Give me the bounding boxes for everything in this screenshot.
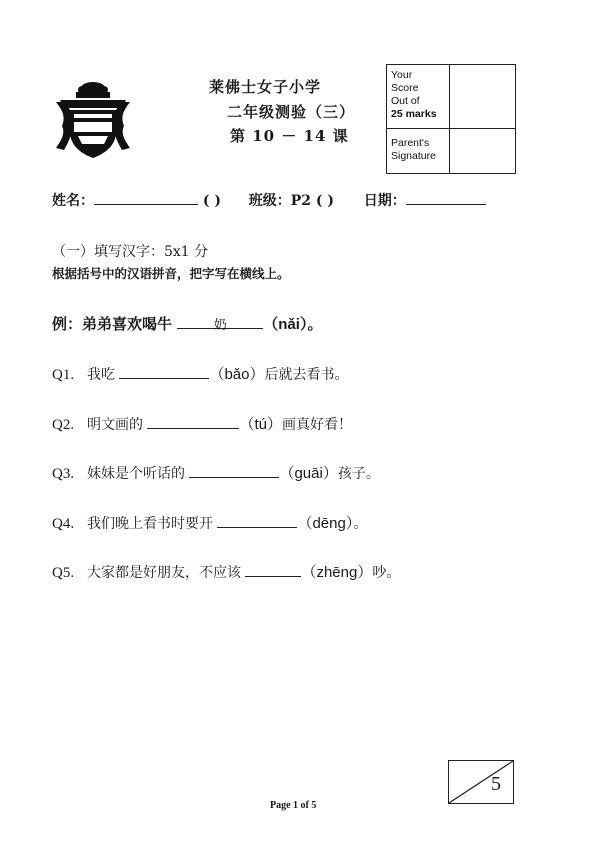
question-row xyxy=(52,363,348,384)
class-value: P2 xyxy=(290,193,312,209)
question-pinyin: （guāi） xyxy=(279,465,338,482)
question-text-after: 孩子。 xyxy=(337,466,380,482)
question-text-after: 。 xyxy=(353,516,368,532)
student-info-row xyxy=(52,190,486,210)
page-footer: Page 1 of 5 xyxy=(270,800,317,811)
answer-blank[interactable] xyxy=(189,463,279,478)
question-text: 我们晚上看书时要开 xyxy=(87,516,213,532)
question-text-after: 后就去看书。 xyxy=(264,367,349,383)
answer-blank[interactable] xyxy=(119,364,209,379)
section-instruction: 根据括号中的汉语拼音，把字写在横线上。 xyxy=(52,266,290,281)
school-crest-logo xyxy=(56,80,130,160)
date-field[interactable] xyxy=(406,190,486,205)
example-answer: 奶 xyxy=(177,314,263,329)
question-text-after: 吵。 xyxy=(372,565,401,581)
answer-blank[interactable] xyxy=(245,562,301,577)
answer-blank[interactable] xyxy=(217,513,297,528)
question-pinyin: （bǎo） xyxy=(209,366,265,383)
score-label: Your Score Out of 25 marks xyxy=(391,69,437,120)
question-number: Q1. xyxy=(52,367,75,383)
example-label: 例： xyxy=(52,315,83,333)
section-total-marks: 5 xyxy=(491,773,501,795)
question-row xyxy=(52,462,380,483)
name-number-paren: ( ) xyxy=(202,193,221,209)
question-number: Q2. xyxy=(52,417,75,433)
lesson-range: 第 10 － 14 课 xyxy=(230,127,349,145)
score-box xyxy=(386,64,516,174)
question-pinyin: （tú） xyxy=(239,416,282,433)
name-field[interactable] xyxy=(94,190,198,205)
class-label: 班级： xyxy=(248,193,291,209)
question-text: 我吃 xyxy=(87,367,115,383)
question-number: Q3. xyxy=(52,466,75,482)
section-title: （一）填写汉字：5x1 分 xyxy=(52,244,209,260)
date-label: 日期： xyxy=(363,193,406,209)
question-number: Q4. xyxy=(52,516,75,532)
question-pinyin: （zhēng） xyxy=(301,564,373,581)
class-number-paren: ( ) xyxy=(315,193,335,209)
question-text: 妹妹是个听话的 xyxy=(87,466,185,482)
diagonal-divider xyxy=(449,761,513,803)
question-text: 大家都是好朋友，不应该 xyxy=(87,565,241,581)
question-text: 明文画的 xyxy=(87,417,143,433)
answer-blank[interactable] xyxy=(147,414,239,429)
question-number: Q5. xyxy=(52,565,75,581)
test-title: 二年级测验（三） xyxy=(227,103,356,121)
section-marks-box xyxy=(448,760,514,804)
example-pinyin: （nǎi）。 xyxy=(263,316,323,333)
question-row xyxy=(52,413,352,434)
question-row xyxy=(52,512,367,533)
example-text: 弟弟喜欢喝牛 xyxy=(82,315,173,333)
question-pinyin: （dēng） xyxy=(297,515,354,532)
example-row xyxy=(52,313,322,334)
parent-signature-label: Parent's Signature xyxy=(391,137,436,162)
name-label: 姓名： xyxy=(52,193,94,209)
question-row xyxy=(52,561,400,582)
question-text-after: 画真好看！ xyxy=(281,417,352,433)
school-name: 莱佛士女子小学 xyxy=(209,78,322,96)
